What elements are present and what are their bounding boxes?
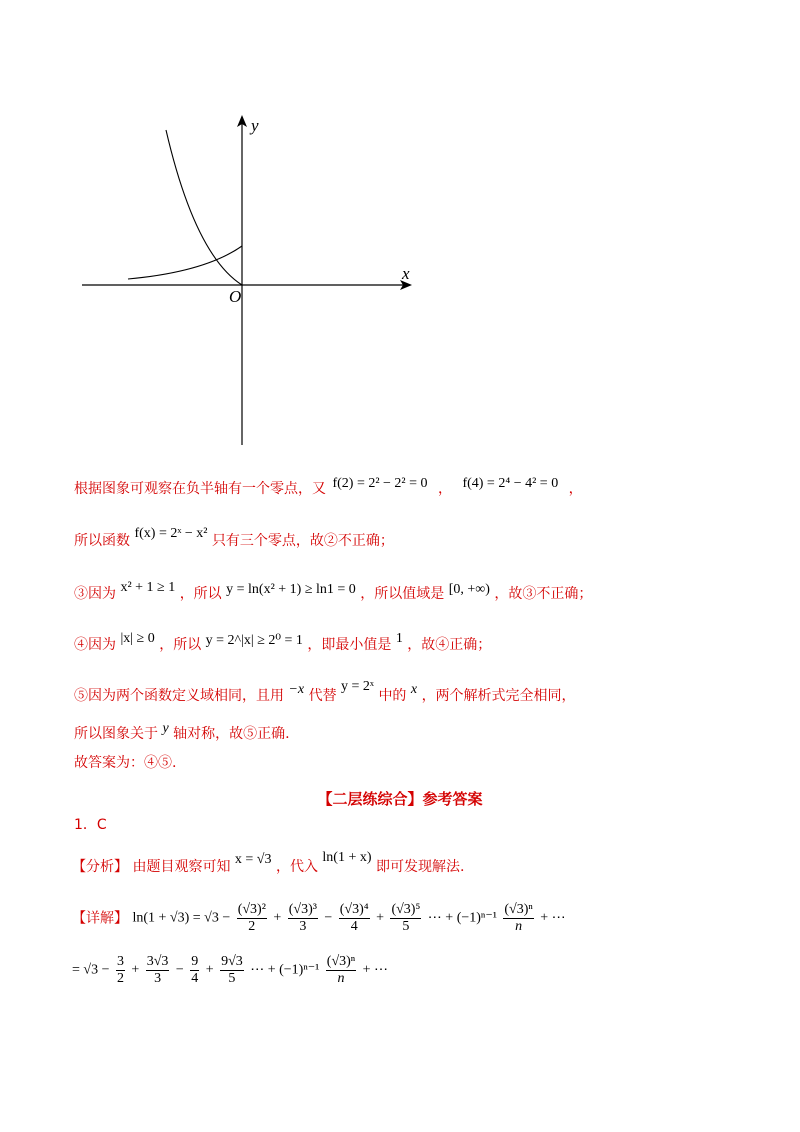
f2-expression: f(2) = 2² − 2² = 0 bbox=[332, 476, 428, 491]
detail-minus-1: − bbox=[324, 910, 333, 926]
analysis-expression: ln(1 + x) bbox=[322, 850, 372, 865]
para6-y: y bbox=[162, 721, 169, 736]
detail-term-3-num: (√3)³ bbox=[288, 902, 317, 917]
para5-mid2: 中的 bbox=[378, 688, 407, 704]
detail-term-4 bbox=[339, 903, 370, 934]
answer-line bbox=[74, 756, 176, 770]
detail-plus-2: + bbox=[376, 910, 384, 926]
line2-term-b-den: 3 bbox=[154, 971, 162, 986]
para3-range: [0, +∞) bbox=[448, 582, 490, 597]
line2-term-d bbox=[220, 955, 244, 986]
detail-term-n bbox=[503, 903, 533, 934]
para3-expression: y = ln(x² + 1) ≥ ln1 = 0 bbox=[226, 582, 356, 597]
para1-sep: ， bbox=[437, 481, 452, 497]
detail-term-4-num: (√3)⁴ bbox=[339, 902, 369, 917]
line2-term-c-num: 9 bbox=[191, 954, 199, 969]
para1-text: 根据图象可观察在负半轴有一个零点，又 bbox=[74, 481, 326, 497]
detail-dots: ⋯ + (−1)ⁿ⁻¹ bbox=[427, 910, 497, 926]
detail-term-2 bbox=[237, 903, 267, 934]
line2-term-a-den: 2 bbox=[116, 971, 124, 986]
detail-term-3 bbox=[288, 903, 318, 934]
para-zero-points bbox=[74, 476, 583, 497]
line2-term-a bbox=[116, 955, 125, 986]
para3-condition: x² + 1 ≥ 1 bbox=[120, 580, 176, 595]
analysis-x-equals: x = √3 bbox=[234, 852, 272, 867]
para-statement-5 bbox=[74, 679, 576, 704]
line2-term-n bbox=[326, 955, 356, 986]
para4-condition: |x| ≥ 0 bbox=[120, 631, 155, 646]
detail-term-n-den: n bbox=[515, 919, 523, 934]
line2-term-c bbox=[190, 955, 199, 986]
f-definition: f(x) = 2ˣ − x² bbox=[134, 526, 208, 541]
para5-neg-x: −x bbox=[288, 682, 305, 697]
line2-term-n-den: n bbox=[337, 971, 345, 986]
para-statement-4 bbox=[74, 631, 492, 653]
answer-text: 故答案为：④⑤. bbox=[74, 755, 177, 771]
detail-term-5 bbox=[390, 903, 421, 934]
curve-two-to-x bbox=[128, 246, 242, 279]
para3-suffix: ，故③不正确； bbox=[494, 586, 593, 602]
para4-prefix: ④因为 bbox=[74, 637, 116, 653]
line2-dots: ⋯ + (−1)ⁿ⁻¹ bbox=[250, 962, 320, 978]
para4-expression: y = 2^|x| ≥ 2⁰ = 1 bbox=[205, 633, 303, 648]
line2-term-b bbox=[146, 955, 170, 986]
para2-suffix: 只有三个零点，故②不正确； bbox=[211, 533, 394, 549]
detail-tail: + ⋯ bbox=[540, 910, 566, 926]
para5-mid: 代替 bbox=[308, 688, 337, 704]
line2-minus-1: − bbox=[175, 962, 184, 978]
origin-label: O bbox=[229, 287, 242, 306]
curve-x-squared bbox=[166, 130, 242, 285]
line2-term-d-den: 5 bbox=[228, 971, 236, 986]
line2-plus-1: + bbox=[131, 962, 140, 978]
para6-prefix: 所以图象关于 bbox=[74, 726, 158, 742]
line2-term-n-num: (√3)ⁿ bbox=[326, 954, 356, 969]
f4-expression: f(4) = 2⁴ − 4² = 0 bbox=[462, 476, 559, 491]
para5-prefix: ⑤因为两个函数定义域相同，且用 bbox=[74, 688, 284, 704]
function-graph bbox=[0, 0, 800, 460]
detail-term-3-den: 3 bbox=[299, 919, 307, 934]
line2-plus-2: + bbox=[205, 962, 214, 978]
line2-term-b-num: 3√3 bbox=[146, 954, 169, 969]
detail-term-2-num: (√3)² bbox=[237, 902, 266, 917]
para2-prefix: 所以函数 bbox=[74, 533, 130, 549]
para4-min-value: 1 bbox=[395, 631, 403, 646]
line2-lhs: = √3 − bbox=[72, 962, 110, 978]
line2-tail: + ⋯ bbox=[362, 962, 389, 978]
para-three-zeros bbox=[74, 526, 394, 549]
analysis-prefix: 由题目观察可知 bbox=[132, 859, 231, 875]
para3-mid: ，所以 bbox=[179, 586, 222, 602]
para5-x: x bbox=[410, 682, 418, 697]
detail-line-1 bbox=[72, 903, 566, 934]
detail-term-5-num: (√3)⁵ bbox=[391, 902, 421, 917]
line2-term-d-num: 9√3 bbox=[221, 954, 243, 969]
para4-mid: ，所以 bbox=[159, 637, 202, 653]
para5-suffix: ，两个解析式完全相同， bbox=[421, 688, 576, 704]
detail-term-n-num: (√3)ⁿ bbox=[504, 902, 533, 917]
para-statement-3 bbox=[74, 580, 593, 602]
para4-min-prefix: ，即最小值是 bbox=[307, 637, 392, 653]
para3-prefix: ③因为 bbox=[74, 586, 116, 602]
detail-plus-1: + bbox=[273, 910, 282, 926]
para-symmetry bbox=[74, 721, 290, 742]
detail-term-2-den: 2 bbox=[248, 919, 256, 934]
detail-lhs: ln(1 + √3) = √3 − bbox=[132, 910, 231, 926]
section-title: 【二层练综合】参考答案 bbox=[317, 790, 483, 808]
para6-suffix: 轴对称，故⑤正确. bbox=[173, 726, 290, 742]
para4-suffix: ，故④正确； bbox=[407, 637, 492, 653]
detail-tag: 【详解】 bbox=[72, 910, 128, 927]
question-1-label bbox=[74, 818, 107, 832]
x-axis-label: x bbox=[402, 264, 410, 283]
q1-label: 1．C bbox=[74, 817, 107, 833]
line2-term-a-num: 3 bbox=[116, 954, 124, 969]
para3-range-prefix: ，所以值域是 bbox=[360, 586, 445, 602]
detail-term-5-den: 5 bbox=[402, 919, 410, 934]
line2-term-c-den: 4 bbox=[191, 971, 199, 986]
analysis-mid: ，代入 bbox=[275, 859, 318, 875]
detail-term-4-den: 4 bbox=[350, 919, 358, 934]
analysis-line bbox=[72, 850, 465, 875]
analysis-tag: 【分析】 bbox=[72, 859, 128, 875]
para1-end: ， bbox=[568, 481, 583, 497]
y-axis-label: y bbox=[251, 116, 259, 135]
para5-function: y = 2ˣ bbox=[341, 679, 374, 694]
analysis-suffix: 即可发现解法. bbox=[375, 859, 465, 875]
detail-line-2 bbox=[72, 955, 388, 986]
